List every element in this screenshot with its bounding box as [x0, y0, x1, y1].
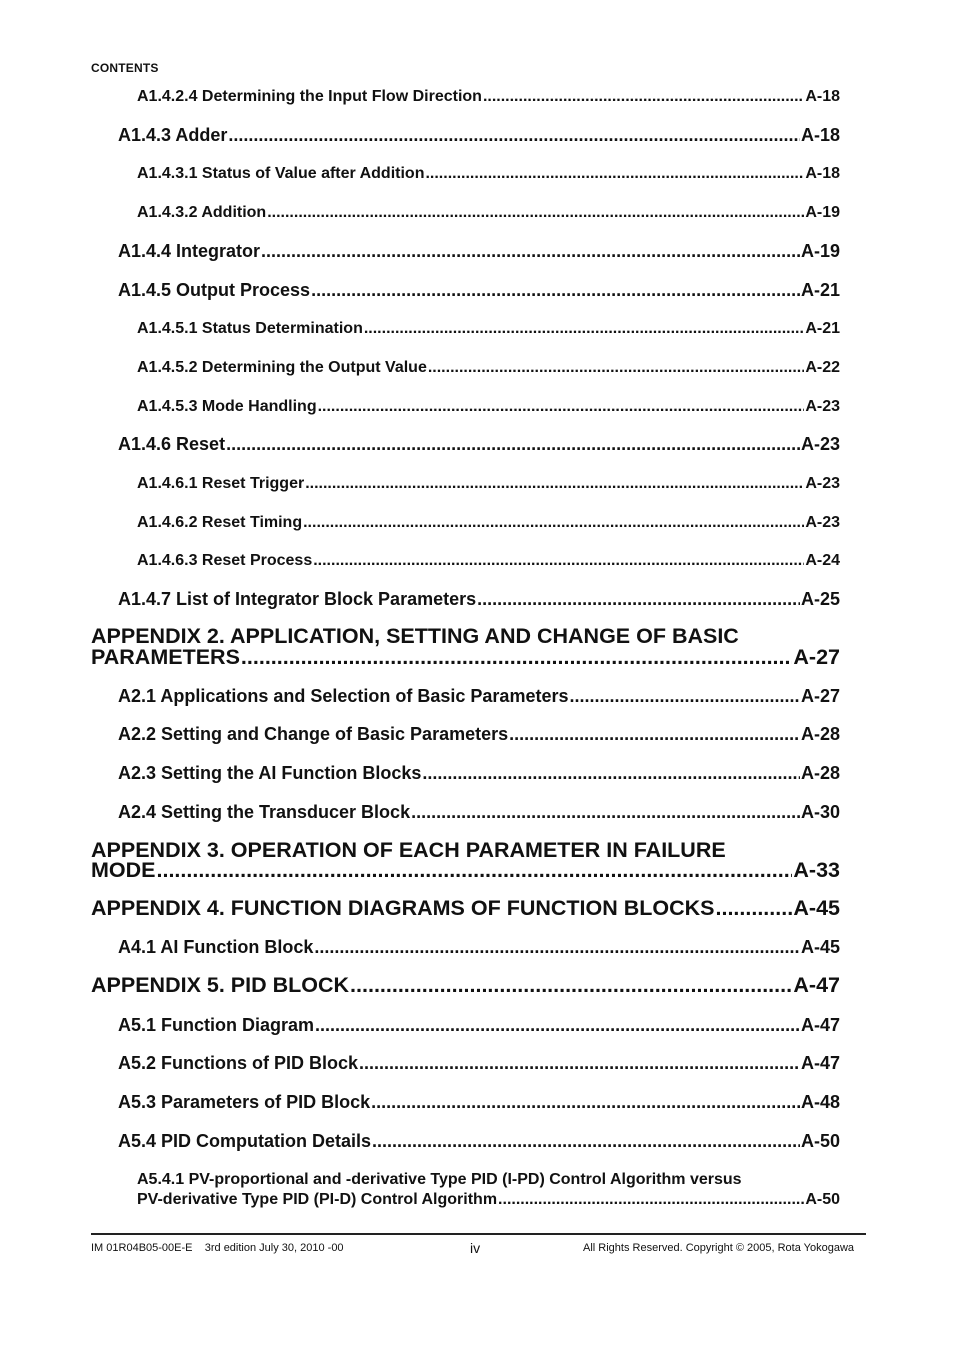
toc-entry-page: A-18 — [805, 88, 840, 105]
toc-entry-title: A1.4.6.2 Reset Timing — [137, 514, 303, 531]
toc-entry[interactable] — [118, 125, 840, 146]
toc-entry[interactable] — [91, 896, 840, 921]
toc-entry-page: A-27 — [793, 645, 840, 669]
toc-entry-title: A1.4.5.3 Mode Handling — [137, 398, 317, 415]
leader-dots — [372, 1131, 800, 1152]
toc-entry-page: A-45 — [800, 937, 840, 957]
footer-page-number: iv — [470, 1240, 481, 1256]
toc-entry-page: A-25 — [800, 589, 840, 609]
toc-entry-title: A5.4 PID Computation Details — [118, 1131, 372, 1151]
leader-dots — [425, 165, 804, 183]
toc-entry[interactable] — [137, 552, 840, 570]
toc-entry-title: A2.4 Setting the Transducer Block — [118, 802, 411, 822]
toc-entry-title: PV-derivative Type PID (PI-D) Control Algorithm — [137, 1191, 498, 1208]
toc-entry[interactable] — [118, 937, 840, 958]
leader-dots — [315, 1015, 800, 1036]
toc-entry-title: A1.4.5 Output Process — [118, 280, 311, 300]
toc-entry-page: A-23 — [800, 434, 840, 454]
toc-entry[interactable] — [118, 1092, 840, 1113]
leader-dots — [305, 475, 804, 493]
footer-copyright: All Rights Reserved. Copyright © 2005, Rota Yokogawa — [583, 1242, 855, 1254]
toc-entry-title: A2.2 Setting and Change of Basic Parameters — [118, 724, 509, 744]
leader-dots — [422, 763, 800, 784]
toc-entry-title: A1.4.5.1 Status Determination — [137, 320, 363, 337]
toc-entry[interactable] — [91, 645, 840, 670]
toc-entry[interactable] — [118, 1131, 840, 1152]
page-header: CONTENTS — [91, 61, 159, 75]
leader-dots — [350, 973, 792, 998]
toc-entry-page: A-50 — [805, 1191, 840, 1208]
toc-entry[interactable] — [137, 514, 840, 532]
toc-entry-title: A5.2 Functions of PID Block — [118, 1053, 359, 1073]
toc-entry[interactable] — [118, 724, 840, 745]
toc-entry-title: PARAMETERS — [91, 645, 240, 669]
footer-doc-info — [91, 1242, 344, 1254]
toc-entry[interactable] — [118, 802, 840, 823]
leader-dots — [428, 359, 804, 377]
leader-dots — [359, 1053, 800, 1074]
footer-doc-id: IM 01R04B05-00E-E — [91, 1242, 193, 1254]
toc-entry-page: A-48 — [800, 1092, 840, 1112]
toc-entry-page: A-28 — [800, 763, 840, 783]
leader-dots — [241, 645, 792, 670]
toc-entry[interactable] — [118, 1015, 840, 1036]
toc-entry-page: A-24 — [805, 552, 840, 569]
toc-entry-title: APPENDIX 4. FUNCTION DIAGRAMS OF FUNCTION BLOCKS — [91, 896, 715, 920]
toc-entry-title: A2.3 Setting the AI Function Blocks — [118, 763, 422, 783]
toc-entry-page: A-47 — [793, 973, 840, 997]
toc-entry-title: A1.4.5.2 Determining the Output Value — [137, 359, 427, 376]
toc-entry[interactable] — [118, 763, 840, 784]
leader-dots — [157, 858, 793, 883]
toc-entry-page: A-23 — [805, 475, 840, 492]
toc-entry-title: A1.4.6.3 Reset Process — [137, 552, 313, 569]
toc-entry-title: MODE — [91, 858, 156, 882]
toc-entry[interactable] — [91, 858, 840, 883]
toc-entry-page: A-21 — [800, 280, 840, 300]
toc-entry-page: A-22 — [805, 359, 840, 376]
leader-dots — [267, 204, 804, 222]
leader-dots — [318, 398, 805, 416]
toc-entry-page: A-18 — [805, 165, 840, 182]
leader-dots — [226, 434, 800, 455]
toc-entry[interactable] — [118, 1053, 840, 1074]
toc-appendix-title-line1[interactable]: APPENDIX 3. OPERATION OF EACH PARAMETER IN FAILURE — [91, 838, 726, 862]
toc-entry-page: A-18 — [800, 125, 840, 145]
toc-entry-title: A5.1 Function Diagram — [118, 1015, 315, 1035]
toc-entry-page: A-19 — [800, 241, 840, 261]
toc-entry[interactable] — [137, 359, 840, 377]
toc-entry-title: A1.4.7 List of Integrator Block Parameters — [118, 589, 477, 609]
toc-entry-page: A-33 — [793, 858, 840, 882]
toc-entry[interactable] — [137, 475, 840, 493]
toc-entry[interactable] — [118, 241, 840, 262]
leader-dots — [314, 937, 800, 958]
toc-entry[interactable] — [137, 398, 840, 416]
toc-entry[interactable] — [137, 320, 840, 338]
toc-entry[interactable] — [137, 165, 840, 183]
leader-dots — [228, 125, 800, 146]
toc-entry[interactable] — [118, 589, 840, 610]
toc-entry-page: A-23 — [805, 398, 840, 415]
toc-entry-page: A-47 — [800, 1015, 840, 1035]
toc-entry-title: A4.1 AI Function Block — [118, 937, 314, 957]
toc-entry[interactable] — [118, 434, 840, 455]
toc-entry-title: A1.4.6.1 Reset Trigger — [137, 475, 305, 492]
toc-entry[interactable] — [137, 1191, 840, 1209]
toc-entry-title: A1.4.3.1 Status of Value after Addition — [137, 165, 425, 182]
toc-entry-page: A-45 — [793, 896, 840, 920]
toc-entry-title: A1.4.3 Adder — [118, 125, 228, 145]
toc-appendix-title-line1[interactable]: APPENDIX 2. APPLICATION, SETTING AND CHANGE OF BASIC — [91, 624, 739, 648]
toc-entry[interactable] — [137, 88, 840, 106]
toc-entry-page: A-19 — [805, 204, 840, 221]
leader-dots — [311, 280, 800, 301]
toc-entry[interactable] — [118, 280, 840, 301]
leader-dots — [569, 686, 800, 707]
toc-subentry-title-line1[interactable]: A5.4.1 PV-proportional and -derivative Type PID (I-PD) Control Algorithm versus — [137, 1171, 742, 1188]
leader-dots — [364, 320, 804, 338]
leader-dots — [371, 1092, 800, 1113]
footer-edition: 3rd edition July 30, 2010 -00 — [204, 1242, 344, 1254]
leader-dots — [716, 896, 793, 921]
toc-entry[interactable] — [91, 973, 840, 998]
leader-dots — [303, 514, 804, 532]
toc-entry-title: A1.4.6 Reset — [118, 434, 226, 454]
toc-entry-title: A2.1 Applications and Selection of Basic Parameters — [118, 686, 569, 706]
leader-dots — [313, 552, 804, 570]
leader-dots — [509, 724, 800, 745]
toc-entry-page: A-21 — [805, 320, 840, 337]
toc-entry-page: A-23 — [805, 514, 840, 531]
leader-dots — [477, 589, 800, 610]
toc-entry-title: A1.4.4 Integrator — [118, 241, 261, 261]
toc-entry-title: A1.4.3.2 Addition — [137, 204, 267, 221]
leader-dots — [483, 88, 804, 106]
footer-divider — [91, 1233, 866, 1235]
leader-dots — [411, 802, 800, 823]
toc-entry-page: A-47 — [800, 1053, 840, 1073]
toc-entry-page: A-30 — [800, 802, 840, 822]
toc-entry-title: A5.3 Parameters of PID Block — [118, 1092, 371, 1112]
toc-entry-title: APPENDIX 5. PID BLOCK — [91, 973, 350, 997]
leader-dots — [261, 241, 800, 262]
toc-entry-page: A-27 — [800, 686, 840, 706]
leader-dots — [498, 1191, 804, 1209]
toc-entry[interactable] — [137, 204, 840, 222]
toc-entry-page: A-50 — [800, 1131, 840, 1151]
toc-entry[interactable] — [118, 686, 840, 707]
toc-entry-title: A1.4.2.4 Determining the Input Flow Direction — [137, 88, 482, 105]
toc-entry-page: A-28 — [800, 724, 840, 744]
